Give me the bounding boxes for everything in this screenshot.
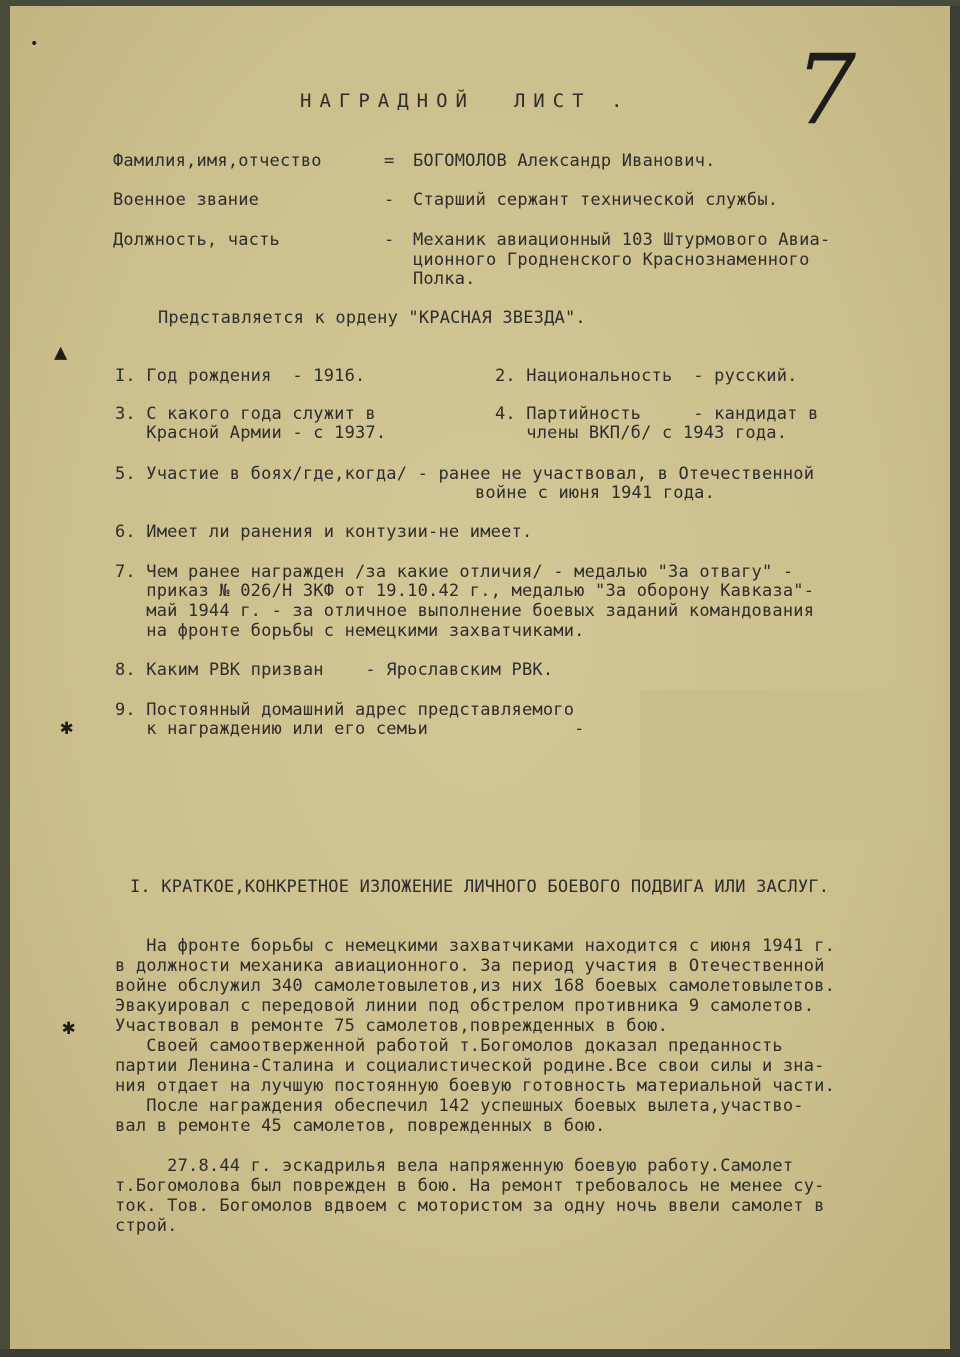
scan-border-top bbox=[0, 0, 960, 6]
narrative-line: Своей самоотверженной работой т.Богомолов доказал преданность bbox=[115, 1036, 783, 1056]
post-separator: - bbox=[384, 230, 395, 250]
name-separator: = bbox=[384, 151, 395, 171]
nomination-line: Представляется к ордену "КРАСНАЯ ЗВЕЗДА". bbox=[158, 308, 586, 328]
item-7-awards-line2: приказ № 026/Н ЗКФ от 19.10.42 г., медалью "За оборону Кавказа"- bbox=[115, 581, 815, 601]
scan-border-left bbox=[0, 0, 10, 1357]
narrative-line: После награждения обеспечил 142 успешных боевых вылета,участво- bbox=[115, 1096, 804, 1116]
redacted-address-area bbox=[640, 690, 930, 840]
item-5-combat-line2: войне с июня 1941 года. bbox=[475, 483, 716, 503]
narrative-line: строй. bbox=[115, 1216, 178, 1236]
narrative-line: Участвовал в ремонте 75 самолетов,поврежденных в бою. bbox=[115, 1016, 669, 1036]
rank-value: Старший сержант технической службы. bbox=[413, 190, 779, 210]
punch-mark-icon: • bbox=[30, 36, 39, 52]
narrative-line: ния отдает на лучшую постоянную боевую готовность материальной части. bbox=[115, 1076, 836, 1096]
narrative-line: в должности механика авиационного. За период участия в Отечественной bbox=[115, 956, 825, 976]
item-3-service-start-line1: 3. С какого года служит в bbox=[115, 404, 376, 424]
item-7-awards-line1: 7. Чем ранее награжден /за какие отличия/ - медалью "За отвагу" - bbox=[115, 562, 794, 582]
item-3-service-start-line2: Красной Армии - с 1937. bbox=[115, 423, 387, 443]
narrative-line: войне обслужил 340 самолетовылетов,из них 168 боевых самолетовылетов. bbox=[115, 976, 836, 996]
item-4-party-line2: члены ВКП/б/ с 1943 года. bbox=[495, 423, 788, 443]
item-6-wounds: 6. Имеет ли ранения и контузии-не имеет. bbox=[115, 522, 533, 542]
document-title: НАГРАДНОЙ ЛИСТ . bbox=[300, 90, 631, 112]
hole-punch-icon: ✱ bbox=[62, 1015, 76, 1040]
name-value: БОГОМОЛОВ Александр Иванович. bbox=[413, 151, 716, 171]
scan-border-bottom bbox=[0, 1349, 960, 1357]
item-5-combat-line1: 5. Участие в боях/где,когда/ - ранее не участвовал, в Отечественной bbox=[115, 464, 815, 484]
item-8-draft-office: 8. Каким РВК призван - Ярославским РВК. bbox=[115, 660, 554, 680]
narrative-line: ток. Тов. Богомолов вдвоем с мотористом за одну ночь ввели самолет в bbox=[115, 1196, 825, 1216]
narrative-line: вал в ремонте 45 самолетов, поврежденных в бою. bbox=[115, 1116, 606, 1136]
post-label: Должность, часть bbox=[113, 230, 280, 250]
narrative-line: т.Богомолова был поврежден в бою. На ремонт требовалось не менее су- bbox=[115, 1176, 825, 1196]
narrative-line: На фронте борьбы с немецкими захватчиками находится с июня 1941 г. bbox=[115, 936, 836, 956]
item-7-awards-line3: май 1944 г. - за отличное выполнение боевых заданий командования bbox=[115, 601, 815, 621]
hole-punch-icon: ✱ bbox=[60, 715, 74, 740]
item-9-address-line1: 9. Постоянный домашний адрес представляемого bbox=[115, 700, 575, 720]
narrative-line: 27.8.44 г. эскадрилья вела напряженную боевую работу.Самолет bbox=[115, 1156, 794, 1176]
handwritten-sheet-number: 7 bbox=[795, 34, 857, 146]
item-2-nationality: 2. Национальность - русский. bbox=[495, 366, 798, 386]
scan-border-right bbox=[950, 0, 960, 1357]
post-value-line1: Механик авиационный 103 Штурмового Авиа- bbox=[413, 230, 831, 250]
post-value-line3: Полка. bbox=[413, 269, 476, 289]
item-9-address-line2: к награждению или его семьи - bbox=[115, 719, 585, 739]
item-4-party-line1: 4. Партийность - кандидат в bbox=[495, 404, 819, 424]
rank-separator: - bbox=[384, 190, 395, 210]
name-label: Фамилия,имя,отчество bbox=[113, 151, 322, 171]
narrative-line: партии Ленина-Сталина и социалистической родине.Все свои силы и зна- bbox=[115, 1056, 825, 1076]
rank-label: Военное звание bbox=[113, 190, 260, 210]
post-value-line2: ционного Гродненского Краснознаменного bbox=[413, 250, 810, 270]
narrative-line: Эвакуировал с передовой линии под обстрелом противника 9 самолетов. bbox=[115, 996, 815, 1016]
item-7-awards-line4: на фронте борьбы с немецкими захватчиками. bbox=[115, 621, 585, 641]
item-1-birth-year: I. Год рождения - 1916. bbox=[115, 366, 366, 386]
section-heading: I. КРАТКОЕ,КОНКРЕТНОЕ ИЗЛОЖЕНИЕ ЛИЧНОГО БОЕВОГО ПОДВИГА ИЛИ ЗАСЛУГ. bbox=[130, 877, 830, 897]
hole-punch-icon: ▲ bbox=[54, 340, 68, 365]
